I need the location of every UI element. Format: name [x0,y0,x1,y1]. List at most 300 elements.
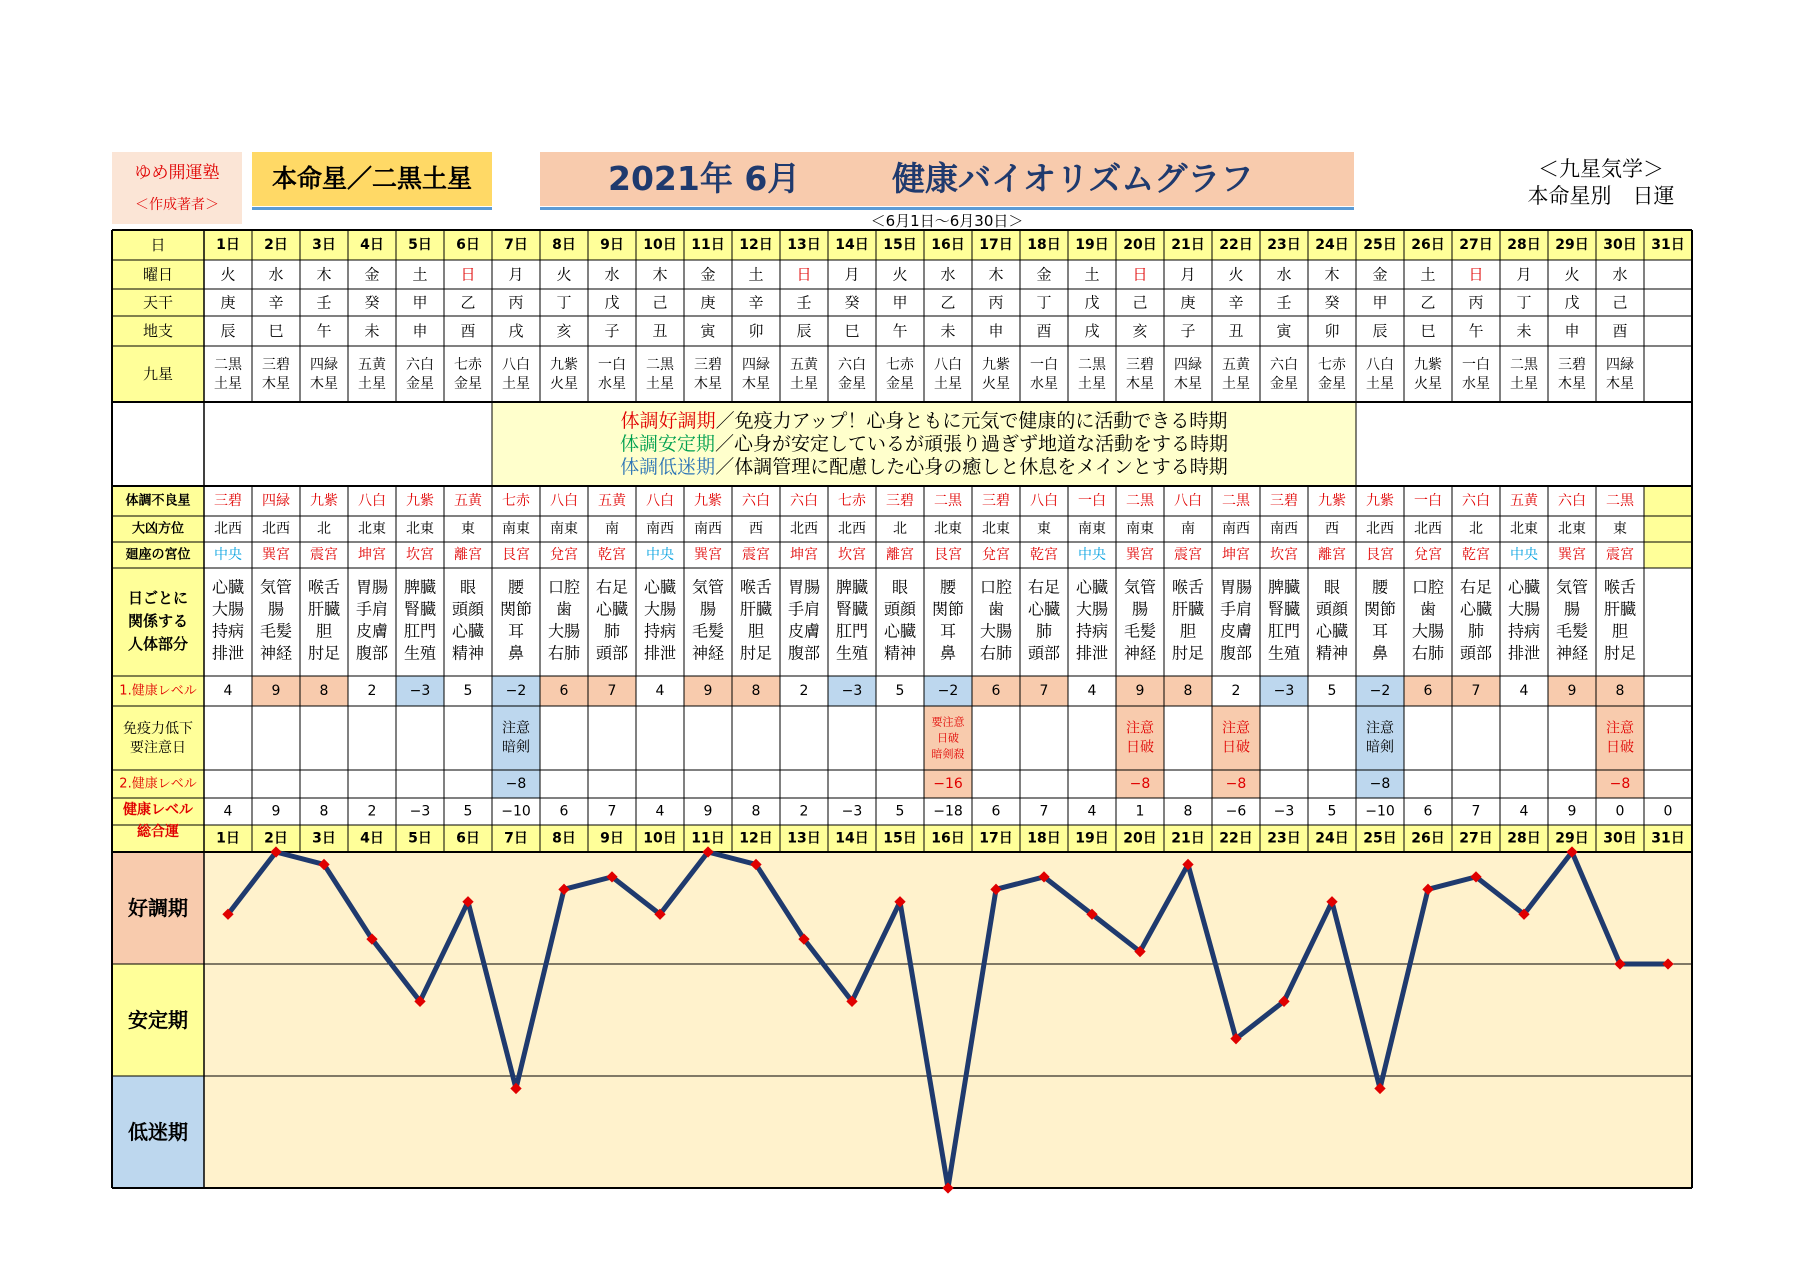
day-header-cell: 1日 [216,237,240,253]
total-cell: 4 [1519,803,1529,820]
tenkan-cell: 壬 [1276,293,1292,312]
body-part-cell: 心臓 [1075,577,1109,597]
kyusei-cell-1: 五黄 [1222,357,1250,373]
weekday-cell: 月 [508,265,524,284]
legend-desc-good: ／免疫力アップ！心身ともに元気で健康的に活動できる時期 [715,410,1228,432]
kyusei-cell-1: 六白 [406,357,434,373]
level1-cell: 9 [703,683,713,699]
body-part-cell: 腸 [699,599,717,619]
level1-cell: 2 [1231,683,1241,699]
level1-cell: 5 [1327,683,1337,699]
chishi-cell: 子 [604,322,620,340]
total-cell: 5 [1327,803,1337,820]
weekday-cell: 月 [844,265,860,284]
kyusei-cell-1: 四緑 [310,357,338,373]
day-header-cell: 29日 [1555,237,1589,253]
tenkan-cell: 乙 [460,293,476,312]
immune-note: 暗剣 [502,739,530,756]
body-part-cell: 腹部 [355,643,389,663]
immune-note: 日破 [1606,739,1634,756]
kyou-cell: 南西 [1270,521,1298,537]
kaiza-cell: 坎宮 [406,547,434,563]
chishi-cell: 丑 [652,322,668,340]
body-part-cell: 頭部 [1459,643,1493,663]
level1-cell: 9 [1135,683,1145,699]
day-footer-cell: 9日 [600,830,624,847]
kyusei-cell-2: 金星 [406,376,434,392]
kyou-cell: 北東 [982,521,1010,537]
tenkan-cell: 癸 [844,293,860,312]
day-header-cell: 13日 [787,237,821,253]
body-part-cell: 喉舌 [1603,577,1637,597]
total-cell: 9 [1567,803,1577,820]
tenkan-cell: 丁 [1516,293,1532,312]
kyusei-cell-2: 木星 [1126,376,1154,392]
tenkan-cell: 丙 [988,293,1004,312]
day-footer-cell: 25日 [1363,830,1397,847]
day-footer-cell: 4日 [360,830,384,847]
body-part-cell: 神経 [1555,643,1589,663]
furyo-cell: 一白 [1078,493,1106,509]
chishi-cell: 申 [412,322,428,340]
day-footer-cell: 17日 [979,830,1013,847]
total-cell: −3 [409,803,431,820]
body-part-cell: 心臓 [211,577,245,597]
furyo-cell: 八白 [550,493,578,509]
weekday-cell: 木 [1324,265,1340,284]
body-part-cell: 腸 [1563,599,1581,619]
kyusei-cell-2: 火星 [1414,376,1442,392]
kyusei-cell-1: 四緑 [1606,357,1634,373]
body-part-cell: 腹部 [787,643,821,663]
label-weekday: 曜日 [142,265,174,284]
kyusei-cell-1: 八白 [502,357,530,373]
kyusei-cell-1: 二黒 [646,357,674,373]
kyou-cell: 南東 [502,521,530,537]
kyusei-cell-1: 二黒 [1510,357,1538,373]
chishi-cell: 酉 [460,322,476,340]
day-footer-cell: 2日 [264,830,288,847]
kyusei-cell-2: 土星 [358,376,386,392]
day-footer-cell: 7日 [504,830,528,847]
furyo-cell: 八白 [358,493,386,509]
kyou-cell: 北西 [262,521,290,537]
day-header-cell: 18日 [1027,237,1061,253]
date-range: ＜6月1日～6月30日＞ [870,212,1024,230]
level2-cell: −8 [1129,776,1151,792]
total-cell: −10 [1365,803,1395,820]
honmei-star-label: 本命星／二黒土星 [252,152,492,206]
body-part-cell: 肺 [1467,621,1485,641]
legend-key-stable: 体調安定期 [619,433,715,455]
immune-note: 注意 [502,720,530,737]
kyusei-cell-1: 六白 [838,357,866,373]
kyou-cell: 東 [461,521,475,537]
weekday-cell: 日 [1132,265,1148,284]
body-part-cell: 持病 [643,621,677,641]
kaiza-cell: 離宮 [1318,547,1346,563]
body-part-cell: 関節 [931,599,965,619]
tenkan-cell: 丙 [1468,293,1484,312]
weekday-cell: 火 [1228,265,1244,284]
body-part-cell: 気管 [1555,577,1589,597]
body-part-cell: 心臓 [1459,599,1493,619]
day-header-cell: 23日 [1267,237,1301,253]
body-part-cell: 神経 [691,643,725,663]
kyusei-cell-2: 土星 [1222,376,1250,392]
tenkan-cell: 丙 [508,293,524,312]
body-part-cell: 胃腸 [355,577,389,597]
chishi-cell: 巳 [844,322,860,340]
immune-note: 日破 [937,731,959,745]
furyo-cell: 七赤 [838,493,866,509]
day-header-cell: 5日 [408,237,432,253]
kyusei-cell-1: 二黒 [1078,357,1106,373]
day-footer-cell: 3日 [312,830,336,847]
total-cell: −10 [501,803,531,820]
label-immune-1: 免疫力低下 [123,721,193,737]
body-part-cell: 肘足 [739,643,773,663]
body-part-cell: 排泄 [1507,643,1541,663]
kaiza-cell: 艮宮 [1366,547,1394,563]
kyou-cell: 北 [1469,521,1483,537]
weekday-cell: 土 [748,265,764,284]
chishi-cell: 寅 [700,322,716,340]
label-furyo: 体調不良星 [125,493,191,509]
kyou-cell: 東 [1037,521,1051,537]
label-kaiza: 廻座の宮位 [125,547,191,563]
day-footer-cell: 28日 [1507,830,1541,847]
kyusei-cell-2: 金星 [1270,376,1298,392]
weekday-cell: 日 [1468,265,1484,284]
level1-cell: 9 [1567,683,1577,699]
kyou-cell: 北東 [934,521,962,537]
day-footer-cell: 29日 [1555,830,1589,847]
weekday-cell: 火 [220,265,236,284]
body-part-cell: 皮膚 [1219,621,1253,641]
kyou-cell: 北西 [214,521,242,537]
kyusei-cell-2: 土星 [502,376,530,392]
body-part-cell: 毛髪 [691,621,725,641]
kyusei-cell-1: 八白 [1366,357,1394,373]
kyusei-cell-2: 木星 [310,376,338,392]
body-part-cell: 大腸 [1411,621,1445,641]
label-day: 日 [150,236,166,254]
kyou-cell: 南 [1181,521,1195,537]
chishi-cell: 申 [1564,322,1580,340]
tenkan-cell: 乙 [1420,293,1436,312]
day-header-cell: 4日 [360,237,384,253]
furyo-cell: 九紫 [1318,493,1346,509]
body-part-cell: 大腸 [547,621,581,641]
day-header-cell: 27日 [1459,237,1493,253]
body-part-cell: 大腸 [1075,599,1109,619]
level1-cell: 7 [1471,683,1481,699]
body-part-cell: 排泄 [643,643,677,663]
immune-cell-bg [492,706,540,770]
furyo-cell: 八白 [1174,493,1202,509]
furyo-cell: 六白 [742,493,770,509]
tenkan-cell: 戊 [1084,293,1100,312]
tenkan-cell: 辛 [748,293,764,312]
body-part-cell: 排泄 [211,643,245,663]
zone-label-stable: 安定期 [128,1008,188,1032]
body-part-cell: 頭部 [595,643,629,663]
kyou-cell: 東 [1613,521,1627,537]
tenkan-cell: 辛 [1228,293,1244,312]
legend-key-low: 体調低迷期 [620,456,716,478]
level1-cell: 6 [559,683,569,699]
kyou-cell: 北東 [358,521,386,537]
total-cell: −18 [933,803,963,820]
body-part-cell: 腰 [507,577,525,597]
body-part-cell: 歯 [987,599,1005,619]
immune-note: 注意 [1126,720,1154,737]
chishi-cell: 丑 [1228,322,1244,340]
body-part-cell: 気管 [691,577,725,597]
kyou-cell: 北 [317,521,331,537]
day-footer-cell: 10日 [643,830,677,847]
kaiza-31-bg [1644,542,1692,568]
total-cell: 7 [1039,803,1049,820]
body-part-cell: 腰 [939,577,957,597]
kyou-cell: 北西 [1414,521,1442,537]
body-part-cell: 口腔 [547,577,581,597]
day-header-cell: 28日 [1507,237,1541,253]
kaiza-cell: 巽宮 [1558,547,1586,563]
legend-key-good: 体調好調期 [620,410,716,432]
body-part-cell: 鼻 [507,643,525,663]
body-part-cell: 関節 [499,599,533,619]
furyo-cell: 二黒 [1222,493,1250,509]
level1-cell: −3 [409,683,431,699]
kyou-cell: 北 [893,521,907,537]
kyusei-cell-1: 九紫 [982,357,1010,373]
total-cell: 9 [703,803,713,820]
day-footer-cell: 19日 [1075,830,1109,847]
chishi-cell: 巳 [268,322,284,340]
title-date: 2021年 6月 [608,159,801,198]
immune-note: 注意 [1222,720,1250,737]
total-cell: 6 [559,803,569,820]
body-part-cell: 毛髪 [1555,621,1589,641]
total-cell: 0 [1663,803,1673,820]
body-part-cell: 大腸 [643,599,677,619]
day-header-cell: 16日 [931,237,965,253]
body-part-cell: 手肩 [355,599,389,619]
kaiza-cell: 乾宮 [1462,547,1490,563]
kyusei-cell-1: 三碧 [262,357,290,373]
total-cell: 2 [799,803,809,820]
body-part-cell: 右足 [1459,577,1493,597]
day-footer-cell: 30日 [1603,830,1637,847]
level1-cell: 8 [319,683,329,699]
chishi-cell: 戌 [1084,322,1100,340]
kyusei-cell-1: 三碧 [1126,357,1154,373]
body-part-cell: 肺 [1035,621,1053,641]
level1-cell: 6 [1423,683,1433,699]
total-cell: 7 [1471,803,1481,820]
immune-note: 注意 [1366,720,1394,737]
level2-cell: −16 [933,776,963,792]
body-part-cell: 肝臓 [307,599,341,619]
kyusei-cell-1: 三碧 [694,357,722,373]
day-footer-cell: 20日 [1123,830,1157,847]
tenkan-cell: 壬 [316,293,332,312]
total-cell: −3 [1273,803,1295,820]
body-part-cell: 右肺 [979,643,1013,663]
immune-cell-bg [1212,706,1260,770]
label-total-2: 総合運 [137,824,179,840]
day-header-cell: 8日 [552,237,576,253]
body-part-cell: 心臓 [883,621,917,641]
label-immune-2: 要注意日 [130,740,186,756]
kyusei-cell-2: 土星 [1510,376,1538,392]
body-part-cell: 眼 [459,577,477,597]
tenkan-cell: 壬 [796,293,812,312]
kyou-cell: 南西 [646,521,674,537]
weekday-cell: 金 [364,265,380,284]
kyusei-cell-2: 土星 [790,376,818,392]
total-cell: 4 [655,803,665,820]
furyo-cell: 三碧 [214,493,242,509]
author-caption: ＜作成著者＞ [135,197,219,213]
weekday-cell: 金 [700,265,716,284]
kaiza-cell: 離宮 [454,547,482,563]
body-part-cell: 耳 [1371,621,1389,641]
level2-cell: −8 [1225,776,1247,792]
day-header-cell: 31日 [1651,237,1685,253]
kaiza-cell: 中央 [646,547,674,563]
level1-cell: 4 [223,683,233,699]
kyusei-cell-2: 木星 [742,376,770,392]
body-part-cell: 右足 [1027,577,1061,597]
chishi-cell: 午 [1468,322,1484,340]
body-part-cell: 生殖 [1267,643,1301,663]
tenkan-cell: 甲 [892,293,908,312]
weekday-cell: 木 [652,265,668,284]
title-main: 健康バイオリズムグラフ [892,159,1254,198]
kyusei-cell-1: 七赤 [886,357,914,373]
weekday-cell: 金 [1036,265,1052,284]
chishi-cell: 辰 [796,322,812,340]
body-part-cell: 腸 [1131,599,1149,619]
chishi-cell: 辰 [1372,322,1388,340]
total-cell: 6 [991,803,1001,820]
immune-cell-bg [1356,706,1404,770]
furyo-cell: 九紫 [406,493,434,509]
body-part-cell: 耳 [507,621,525,641]
body-part-cell: 肘足 [1171,643,1205,663]
chishi-cell: 寅 [1276,322,1292,340]
body-part-cell: 大腸 [1507,599,1541,619]
body-part-cell: 肘足 [1603,643,1637,663]
chishi-cell: 卯 [748,322,764,340]
body-part-cell: 腎臓 [403,599,437,619]
total-cell: 7 [607,803,617,820]
kaiza-cell: 坤宮 [1222,547,1250,563]
weekday-cell: 水 [1612,265,1628,284]
tenkan-cell: 己 [652,293,668,312]
weekday-cell: 日 [796,265,812,284]
body-part-cell: 胃腸 [1219,577,1253,597]
tenkan-cell: 辛 [268,293,284,312]
day-header-cell: 20日 [1123,237,1157,253]
furyo-31-bg [1644,486,1692,516]
body-part-cell: 腰 [1371,577,1389,597]
kaiza-cell: 巽宮 [1126,547,1154,563]
weekday-cell: 火 [892,265,908,284]
kyusei-cell-2: 火星 [550,376,578,392]
total-cell: 2 [367,803,377,820]
furyo-cell: 二黒 [1606,493,1634,509]
zone-label-low: 低迷期 [128,1120,188,1144]
kaiza-cell: 乾宮 [1030,547,1058,563]
level1-cell: −2 [937,683,959,699]
tenkan-cell: 癸 [364,293,380,312]
body-part-cell: 歯 [555,599,573,619]
tenkan-cell: 庚 [220,293,236,312]
furyo-cell: 三碧 [886,493,914,509]
total-cell: 5 [463,803,473,820]
chishi-cell: 亥 [556,322,572,340]
weekday-cell: 木 [316,265,332,284]
body-part-cell: 心臓 [1507,577,1541,597]
weekday-cell: 火 [1564,265,1580,284]
furyo-cell: 九紫 [694,493,722,509]
body-part-cell: 持病 [211,621,245,641]
kyusei-cell-1: 七赤 [454,357,482,373]
level1-cell: 5 [463,683,473,699]
level2-cell: −8 [1609,776,1631,792]
kaiza-cell: 中央 [214,547,242,563]
body-part-cell: 胃腸 [787,577,821,597]
kaiza-cell: 艮宮 [502,547,530,563]
level1-cell: 8 [751,683,761,699]
tenkan-cell: 戊 [604,293,620,312]
level1-cell: 2 [367,683,377,699]
level1-cell: −2 [1369,683,1391,699]
level1-cell: 6 [991,683,1001,699]
body-part-cell: 腎臓 [1267,599,1301,619]
day-footer-cell: 12日 [739,830,773,847]
day-footer-cell: 27日 [1459,830,1493,847]
level1-cell: 4 [1087,683,1097,699]
body-part-cell: 肝臓 [1171,599,1205,619]
day-footer-cell: 22日 [1219,830,1253,847]
furyo-cell: 三碧 [1270,493,1298,509]
immune-note: 要注意 [931,715,965,729]
body-part-cell: 右足 [595,577,629,597]
total-cell: 9 [271,803,281,820]
tenkan-cell: 己 [1612,293,1628,312]
immune-note: 暗剣 [1366,739,1394,756]
body-part-cell: 肺 [603,621,621,641]
body-part-cell: 持病 [1507,621,1541,641]
total-cell: 8 [1183,803,1193,820]
day-footer-cell: 14日 [835,830,869,847]
chishi-cell: 辰 [220,322,236,340]
label-level2: 2.健康レベル [119,776,197,792]
day-footer-cell: 18日 [1027,830,1061,847]
label-body-3: 人体部分 [127,635,189,653]
kaiza-cell: 巽宮 [262,547,290,563]
label-total-1: 健康レベル [123,802,193,818]
body-part-cell: 喉舌 [1171,577,1205,597]
level1-cell: 7 [607,683,617,699]
furyo-cell: 一白 [1414,493,1442,509]
body-part-cell: 鼻 [1371,643,1389,663]
